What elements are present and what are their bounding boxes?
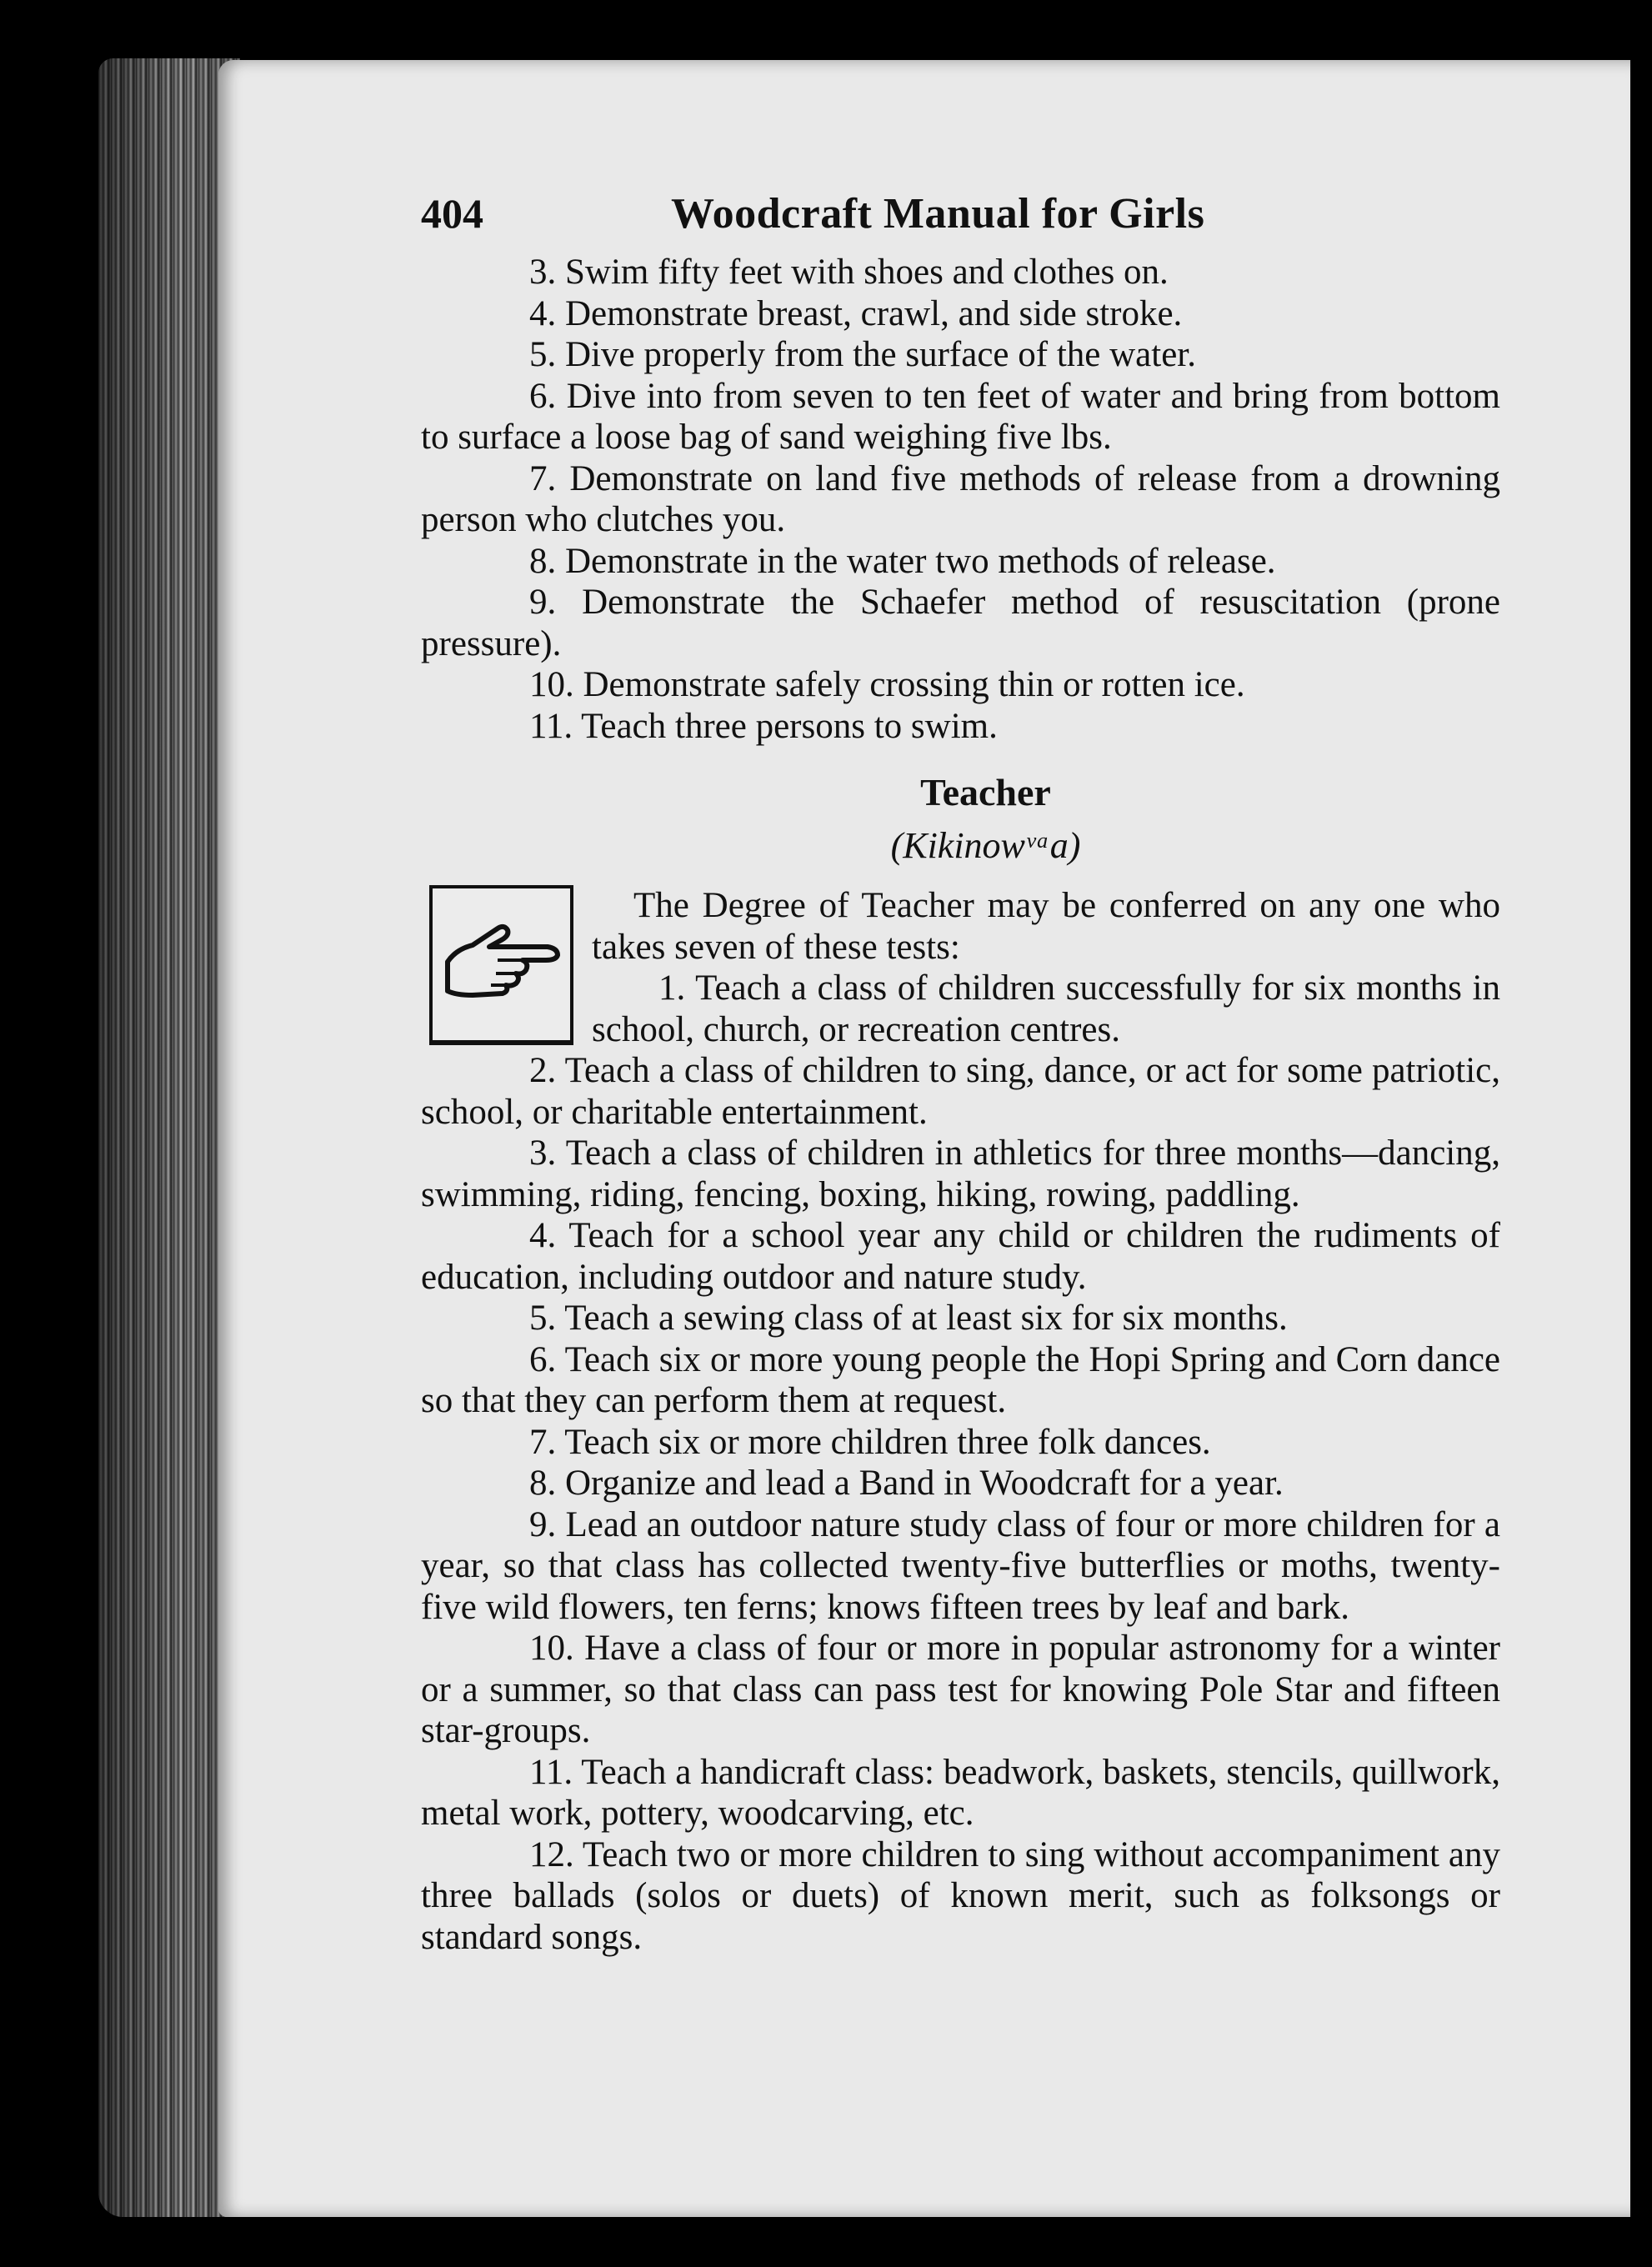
list-item: 10. Have a class of four or more in popular astronomy for a winter or a summer, so that class can pass test for knowing Pole Star and fifteen star-groups. xyxy=(421,1629,1500,1750)
list-item: 11. Teach a handicraft class: beadwork, baskets, stencils, quillwork, metal work, pottery, woodcarving, etc. xyxy=(421,1752,1500,1833)
teacher-intro xyxy=(421,885,1500,1050)
section-heading: Teacher xyxy=(920,771,1051,813)
swim-test-list xyxy=(421,252,1500,747)
list-item: 1. Teach a class of children successfully for six months in school, church, or recreation centres. xyxy=(592,968,1500,1049)
list-item: 7. Demonstrate on land five methods of release from a drowning person who clutches you. xyxy=(421,458,1500,539)
list-item: 6. Teach six or more young people the Hopi Spring and Corn dance so that they can perform them at request. xyxy=(421,1339,1500,1420)
list-item: 12. Teach two or more children to sing without accompaniment any three ballads (solos or duets) of known merit, such as folksongs or standard songs. xyxy=(421,1834,1500,1957)
teacher-test-list xyxy=(421,1050,1500,1958)
list-item: 4. Teach for a school year any child or children the rudiments of education, including outdoor and nature study. xyxy=(421,1216,1500,1297)
book-title: Woodcraft Manual for Girls xyxy=(671,190,1205,238)
list-item: 3. Swim fifty feet with shoes and clothes on. xyxy=(529,253,1169,292)
list-item: 4. Demonstrate breast, crawl, and side stroke. xyxy=(529,293,1183,333)
list-item: 11. Teach three persons to swim. xyxy=(529,706,998,746)
list-item: 3. Teach a class of children in athletics for three months—dancing, swimming, riding, fencing, boxing, hiking, rowing, paddling. xyxy=(421,1134,1500,1214)
list-item: 6. Dive into from seven to ten feet of water and bring from bottom to surface a loose bag of sand weighing five lbs. xyxy=(421,376,1500,457)
list-item: 8. Organize and lead a Band in Woodcraft for a year. xyxy=(529,1464,1284,1503)
running-head xyxy=(421,190,1500,252)
list-item: 10. Demonstrate safely crossing thin or rotten ice. xyxy=(529,665,1245,704)
section-subheading: (Kikinowᵛᵃa) xyxy=(890,825,1081,866)
list-item: 5. Dive properly from the surface of the water. xyxy=(529,335,1196,374)
list-item: 9. Demonstrate the Schaefer method of resuscitation (prone pressure). xyxy=(421,583,1500,663)
list-item: 9. Lead an outdoor nature study class of four or more children for a year, so that class has collected twenty-five butterflies or moths, twenty-five wild flowers, ten ferns; knows fifteen trees by leaf and bark. xyxy=(421,1504,1500,1627)
list-item: 5. Teach a sewing class of at least six for six months. xyxy=(529,1299,1288,1338)
list-item: 7. Teach six or more children three folk dances. xyxy=(529,1422,1211,1462)
intro-paragraph: The Degree of Teacher may be conferred on any one who takes seven of these tests: xyxy=(592,886,1500,967)
list-item: 2. Teach a class of children to sing, dance, or act for some patriotic, school, or charitable entertainment. xyxy=(421,1051,1500,1132)
right-margin-shadow xyxy=(1630,0,1652,2267)
list-item: 8. Demonstrate in the water two methods of release. xyxy=(529,541,1276,581)
pointing-hand-icon xyxy=(429,885,573,1045)
page-content xyxy=(421,190,1500,1958)
page-number: 404 xyxy=(421,190,483,237)
